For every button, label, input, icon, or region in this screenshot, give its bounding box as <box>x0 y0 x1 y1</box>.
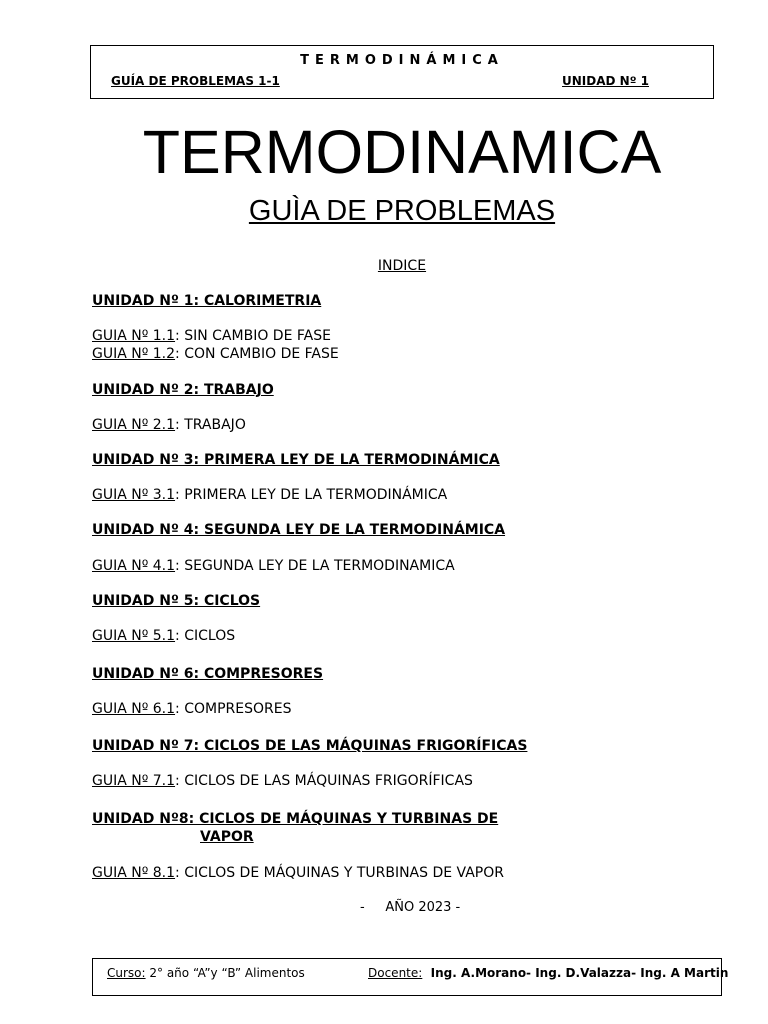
year-label: - AÑO 2023 - <box>360 900 461 915</box>
guide-1-2 <box>92 346 339 362</box>
unit-2-title: UNIDAD Nº 2: TRABAJO <box>92 382 274 398</box>
guide-5-1 <box>92 628 235 644</box>
guide-number: GUIA Nº 6.1 <box>92 701 176 717</box>
guide-number: GUIA Nº 5.1 <box>92 628 176 644</box>
guide-3-1 <box>92 487 447 503</box>
unit-6-title: UNIDAD Nº 6: COMPRESORES <box>92 666 324 682</box>
guide-4-1 <box>92 558 455 574</box>
unit-8-title-continued: VAPOR <box>200 829 254 845</box>
guide-text: : SEGUNDA LEY DE LA TERMODINAMICA <box>175 558 455 574</box>
document-subtitle: GUÌA DE PROBLEMAS <box>248 195 556 227</box>
guide-1-1 <box>92 328 331 344</box>
guide-number: GUIA Nº 4.1 <box>92 558 176 574</box>
footer-course <box>107 966 305 980</box>
guide-7-1 <box>92 773 473 789</box>
guide-2-1 <box>92 417 246 433</box>
document-title: TERMODINAMICA <box>142 118 662 186</box>
unit-8-title: UNIDAD Nº8: CICLOS DE MÁQUINAS Y TURBINAS DE <box>92 811 499 827</box>
guide-text: : CICLOS <box>175 628 236 644</box>
unit-7-title: UNIDAD Nº 7: CICLOS DE LAS MÁQUINAS FRIGORÍFICAS <box>92 738 528 754</box>
guide-number: GUIA Nº 1.2 <box>92 346 176 362</box>
footer-teachers <box>368 966 728 980</box>
guide-6-1 <box>92 701 291 717</box>
guide-number: GUIA Nº 8.1 <box>92 865 176 881</box>
unit-1-title: UNIDAD Nº 1: CALORIMETRIA <box>92 293 322 309</box>
header-box <box>90 45 714 99</box>
header-guide-label: GUÍA DE PROBLEMAS 1-1 <box>111 74 280 88</box>
footer-box <box>92 958 729 996</box>
teacher-names: Ing. A.Morano- Ing. D.Valazza- Ing. A Martin <box>422 966 729 980</box>
header-unit-label: UNIDAD Nº 1 <box>562 74 649 88</box>
guide-number: GUIA Nº 1.1 <box>92 328 176 344</box>
unit-5-title: UNIDAD Nº 5: CICLOS <box>92 593 261 609</box>
guide-text: : CICLOS DE MÁQUINAS Y TURBINAS DE VAPOR <box>175 865 504 881</box>
guide-text: : TRABAJO <box>175 417 246 433</box>
guide-text: : COMPRESORES <box>175 701 292 717</box>
guide-number: GUIA Nº 7.1 <box>92 773 176 789</box>
guide-text: : CON CAMBIO DE FASE <box>175 346 339 362</box>
unit-3-title: UNIDAD Nº 3: PRIMERA LEY DE LA TERMODINÁMICA <box>92 452 500 468</box>
index-heading: INDICE <box>377 258 427 274</box>
guide-8-1 <box>92 865 504 881</box>
teacher-label: Docente: <box>368 966 423 980</box>
unit-4-title: UNIDAD Nº 4: SEGUNDA LEY DE LA TERMODINÁMICA <box>92 522 506 538</box>
guide-number: GUIA Nº 3.1 <box>92 487 176 503</box>
course-label: Curso: <box>107 966 146 980</box>
header-title: TERMODINÁMICA <box>300 53 504 68</box>
guide-text: : PRIMERA LEY DE LA TERMODINÁMICA <box>175 487 448 503</box>
guide-number: GUIA Nº 2.1 <box>92 417 176 433</box>
course-value: 2° año “A”y “B” Alimentos <box>145 966 305 980</box>
guide-text: : SIN CAMBIO DE FASE <box>175 328 331 344</box>
guide-text: : CICLOS DE LAS MÁQUINAS FRIGORÍFICAS <box>175 773 473 789</box>
